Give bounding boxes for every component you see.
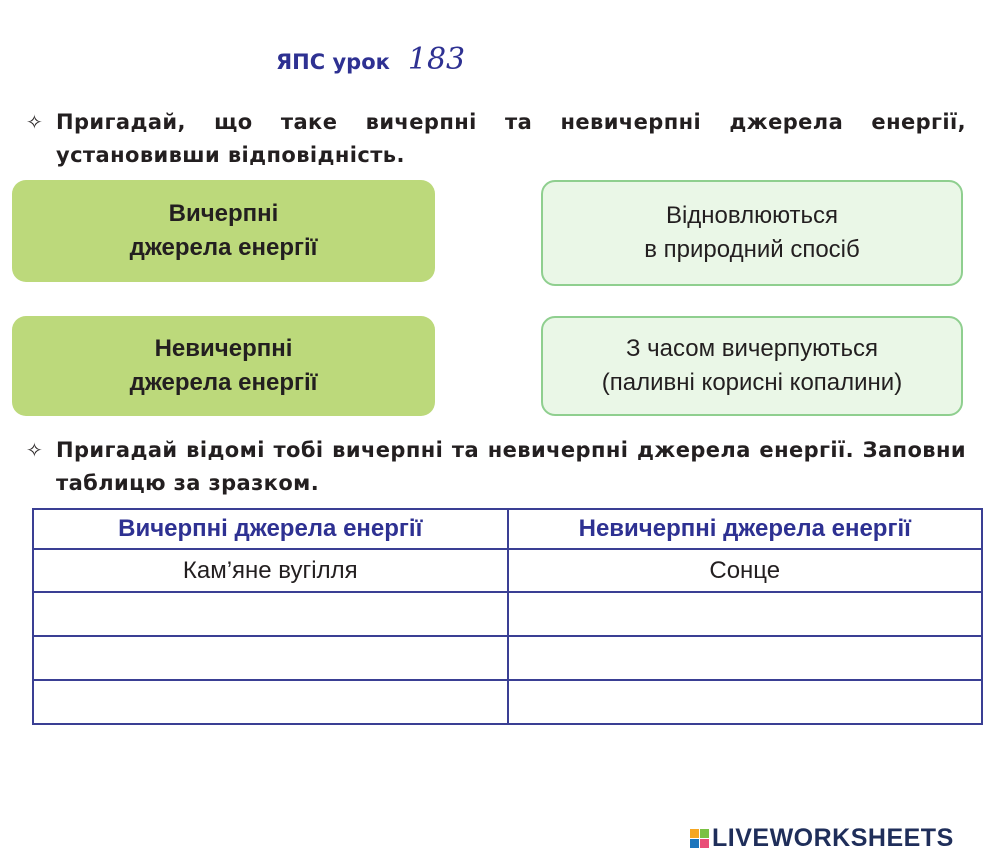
task-1-instruction [26,106,966,172]
table-row [33,549,982,592]
definition-renewable-card[interactable] [541,180,963,286]
table-row [33,592,982,636]
answer-cell[interactable] [33,680,508,724]
table-cell: Сонце [508,549,983,592]
answer-cell[interactable] [508,680,983,724]
term-line: джерела енергії [129,234,318,261]
answer-cell[interactable] [508,592,983,636]
lesson-header [276,42,465,82]
answer-cell[interactable] [508,636,983,680]
table-row [33,636,982,680]
liveworksheets-logo [690,824,954,853]
term-exhaustible-card[interactable] [12,180,435,282]
lesson-number: 183 [407,42,466,77]
definition-line: в природний спосіб [644,236,860,263]
definition-line: (паливні корисні копалини) [601,369,903,396]
term-line: Вичерпні [168,200,279,227]
logo-mark-square [700,839,709,848]
column-header-exhaustible: Вичерпні джерела енергії [33,509,508,549]
term-line: джерела енергії [129,369,318,396]
column-header-inexhaustible: Невичерпні джерела енергії [508,509,983,549]
answer-cell[interactable] [33,636,508,680]
task-1-text: Пригадай, що таке вичерпні та невичерпні джерела енергії, установивши відповідність. [56,110,966,167]
task-marker-icon: ✧ [26,438,43,462]
logo-mark-square [690,839,699,848]
definition-line: Відновлюються [665,202,839,229]
answer-cell[interactable] [33,592,508,636]
table-cell: Кам’яне вугілля [33,549,508,592]
logo-mark-square [690,829,699,838]
task-marker-icon: ✧ [26,110,43,134]
task-2-text: Пригадай відомі тобі вичерпні та невичерпні джерела енергії. Заповни таблицю за зразком. [56,438,966,495]
energy-sources-table [32,508,983,725]
definition-line: З часом вичерпуються [625,335,879,362]
term-line: Невичерпні [154,335,293,362]
liveworksheets-mark-icon [690,829,709,848]
definition-depleting-card[interactable] [541,316,963,416]
task-2-instruction [26,434,966,500]
term-inexhaustible-card[interactable] [12,316,435,416]
logo-text: LIVEWORKSHEETS [712,824,954,852]
lesson-subject: ЯПС урок [276,50,390,74]
table-header-row [33,509,982,549]
table-row [33,680,982,724]
logo-mark-square [700,829,709,838]
